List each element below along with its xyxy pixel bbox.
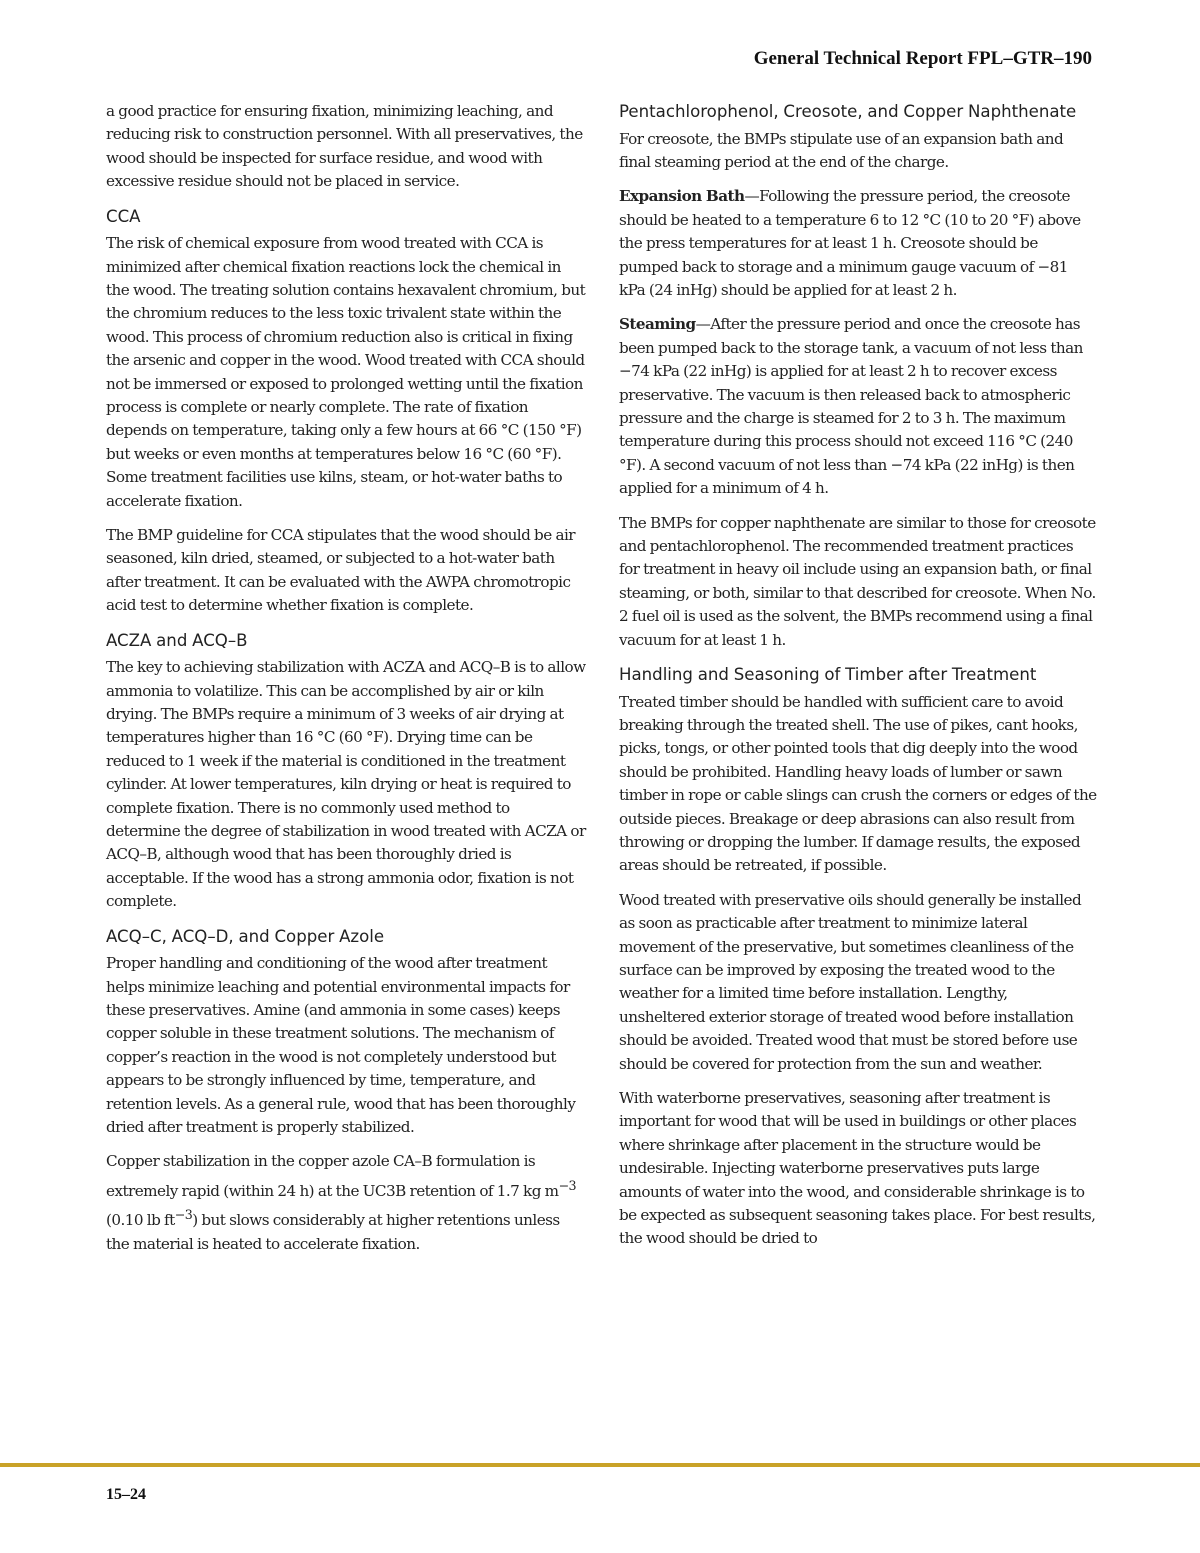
page-number: 15–24 [106, 1486, 146, 1503]
superscript: −3 [558, 1177, 577, 1193]
paragraph-handling-3: With waterborne preservatives, seasoning after treatment is important for wood that will be used in buildings or other places where shrinkage after placement in the structure would be undesirable. Injecting waterborne preservatives puts large amounts of water into the wood, and considerable shrinkage is to be expected as subsequent seasoning takes place. For best results, the wood should be dried to [619, 1089, 1096, 1248]
paragraph-cca-2: The BMP guideline for CCA stipulates that the wood should be air seasoned, kiln dried, steamed, or subjected to a hot-water bath after treatment. It can be evaluated with the AWPA chromotropic acid test to determine whether fixation is complete. [106, 526, 575, 615]
paragraph-handling-2: Wood treated with preservative oils should generally be installed as soon as practicable after treatment to minimize lateral movement of the preservative, but sometimes cleanliness of the surface can be improved by exposing the treated wood to the weather for a limited time before installation. Lengthy, unsheltered exterior storage of treated wood before installation should be avoided. Treated wood that must be stored before use should be covered for protection from the sun and weather. [619, 890, 1082, 1073]
heading-cca: CCA [106, 206, 141, 226]
paragraph-cca-1: The risk of chemical exposure from wood treated with CCA is minimized after chemical fixation reactions lock the chemical in the wood. The treating solution contains hexavalent chromium, but the chromium reduces to the less toxic trivalent state within the wood. This process of chromium reduction also is critical in fixing the arsenic and copper in the wood. Wood treated with CCA should not be immersed or exposed to prolonged wetting until the fixation process is complete or nearly complete. The rate of fixation depends on temperature, taking only a few hours at 66 °C (150 °F) but weeks or even months at temperatures below 16 °C (60 °F). Some treatment facilities use kilns, steam, or hot-water baths to accelerate fixation. [106, 234, 586, 510]
text-run: ) but slows considerably at higher retentions unless the material is heated to accelerate fixation. [106, 1211, 560, 1253]
paragraph-steaming [619, 313, 1097, 500]
paragraph-acqc-2 [106, 1150, 586, 1256]
heading-handling-seasoning: Handling and Seasoning of Timber after Treatment [619, 665, 1037, 685]
text-run: —Following the pressure period, the creosote should be heated to a temperature 6 to 12 °C (10 to 20 °F) above the press temperatures for at least 1 h. Creosote should be pumped back to storage and a minimum gauge vacuum of −81 kPa (24 inHg) should be applied for at least 2 h. [619, 187, 1081, 299]
term-expansion-bath: Expansion Bath [619, 187, 745, 206]
text-run: Copper stabilization in the copper azole CA–B formulation is extremely rapid (within 24 h) at the UC3B retention of 1.7 kg m [106, 1152, 559, 1200]
heading-acza-acqb: ACZA and ACQ–B [106, 630, 248, 650]
paragraph-expansion-bath [619, 185, 1097, 302]
paragraph-acza: The key to achieving stabilization with ACZA and ACQ–B is to allow ammonia to volatilize. This can be accomplished by air or kiln drying. The BMPs require a minimum of 3 weeks of air drying at temperatures higher than 16 °C (60 °F). Drying time can be reduced to 1 week if the material is conditioned in the treatment cylinder. At lower temperatures, kiln drying or heat is required to complete fixation. There is no commonly used method to determine the degree of stabilization in wood treated with ACZA or ACQ–B, although wood that has been thoroughly dried is acceptable. If the wood has a strong ammonia odor, fixation is not complete. [106, 658, 586, 911]
heading-acqc-acqd-copper-azole: ACQ–C, ACQ–D, and Copper Azole [106, 926, 385, 946]
text-run: —After the pressure period and once the creosote has been pumped back to the storage tank, a vacuum of not less than −74 kPa (22 inHg) is applied for at least 2 h to recover excess preservative. The vacuum is then released back to atmospheric pressure and the charge is steamed for 2 to 3 h. The maximum temperature during this process should not exceed 116 °C (240 °F). A second vacuum of not less than −74 kPa (22 inHg) is then applied for a minimum of 4 h. [619, 315, 1083, 498]
term-steaming: Steaming [619, 315, 696, 334]
heading-penta-creosote-copper-naphthenate: Pentachlorophenol, Creosote, and Copper Naphthenate [619, 102, 1077, 121]
paragraph-handling-1: Treated timber should be handled with sufficient care to avoid breaking through the treated shell. The use of pikes, cant hooks, picks, tongs, or other pointed tools that dig deeply into the wood should be prohibited. Handling heavy loads of lumber or sawn timber in rope or cable slings can crush the corners or edges of the outside pieces. Breakage or deep abrasions can also result from throwing or dropping the lumber. If damage results, the exposed areas should be retreated, if possible. [619, 692, 1097, 875]
superscript: −3 [174, 1207, 193, 1223]
text-run: (0.10 lb ft [106, 1211, 175, 1230]
paragraph-intro: a good practice for ensuring fixation, minimizing leaching, and reducing risk to construction personnel. With all preservatives, the wood should be inspected for surface residue, and wood with excessive residue should not be placed in service. [106, 102, 583, 191]
paragraph-copper-naphthenate: The BMPs for copper naphthenate are similar to those for creosote and pentachlorophenol. The recommended treatment practices for treatment in heavy oil include using an expansion bath, or final steaming, or both, similar to that described for creosote. When No. 2 fuel oil is used as the solvent, the BMPs recommend using a final vacuum for at least 1 h. [619, 513, 1096, 649]
running-head: General Technical Report FPL–GTR–190 [753, 48, 1092, 69]
left-column [106, 100, 586, 1267]
footer-rule [0, 1463, 1200, 1467]
right-column [619, 100, 1097, 1262]
paragraph-acqc-1: Proper handling and conditioning of the wood after treatment helps minimize leaching and potential environmental impacts for these preservatives. Amine (and ammonia in some cases) keeps copper soluble in these treatment solutions. The mechanism of copper’s reaction in the wood is not completely understood but appears to be strongly influenced by time, temperature, and retention levels. As a general rule, wood that has been thoroughly dried after treatment is properly stabilized. [106, 954, 576, 1136]
paragraph-penta: For creosote, the BMPs stipulate use of an expansion bath and final steaming period at the end of the charge. [619, 129, 1064, 171]
